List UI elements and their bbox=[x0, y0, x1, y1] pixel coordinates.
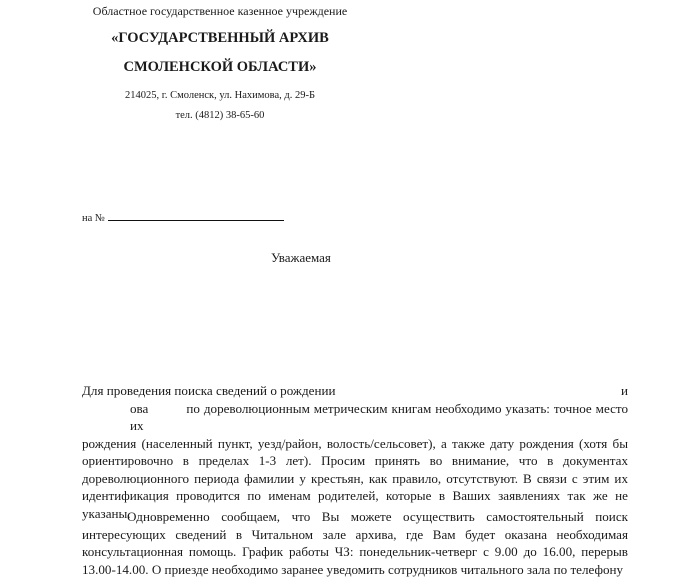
reference-blank-line bbox=[108, 210, 284, 221]
paragraph-1-line-1 bbox=[82, 382, 628, 400]
archive-address: 214025, г. Смоленск, ул. Нахимова, д. 29-Б bbox=[124, 90, 316, 101]
reference-label: на № bbox=[82, 213, 105, 224]
paragraph-1-surname-suffix: ова bbox=[130, 400, 149, 416]
reference-number bbox=[82, 210, 284, 224]
paragraph-2: Одновременно сообщаем, что Вы можете осуществить самостоятельный поиск интересующих сведений в Читальном зале архива, где Вам будет оказана необходимая консультационная помощь. График работы ЧЗ: понедельник-четверг с 9.00 до 16.00, перерыв 13.00-14.00. О приезде необходимо заранее уведомить сотрудников читального зала по телефону bbox=[82, 509, 628, 577]
paragraph-1-line-2 bbox=[82, 400, 628, 435]
archive-name-line1: «ГОСУДАРСТВЕННЫЙ АРХИВ bbox=[111, 30, 329, 46]
paragraph-1-line-1-end: и bbox=[620, 383, 628, 398]
institution-type: Областное государственное казенное учреждение bbox=[92, 4, 348, 18]
greeting: Уважаемая bbox=[271, 250, 331, 265]
paragraph-1 bbox=[82, 382, 628, 522]
paragraph-1-line-2-text: по дореволюционным метрическим книгам необходимо указать: точное место их bbox=[130, 400, 628, 433]
archive-name-line2: СМОЛЕНСКОЙ ОБЛАСТИ» bbox=[123, 59, 317, 75]
archive-phone: тел. (4812) 38-65-60 bbox=[175, 110, 265, 121]
paragraph-1-rest: рождения (населенный пункт, уезд/район, волость/сельсовет), а также дату рождения (хотя бы ориентировочно в пределах 1-3 лет). Просим принять во внимание, что в документах дореволюционного периода фамилии у крестьян, как правило, отсутствуют. В связи с этим их идентификация проводится по именам родителей, которые в Ваших заявлениях так же не указаны. bbox=[82, 435, 628, 521]
paragraph-1-line-1-start: Для проведения поиска сведений о рождении bbox=[82, 383, 336, 398]
